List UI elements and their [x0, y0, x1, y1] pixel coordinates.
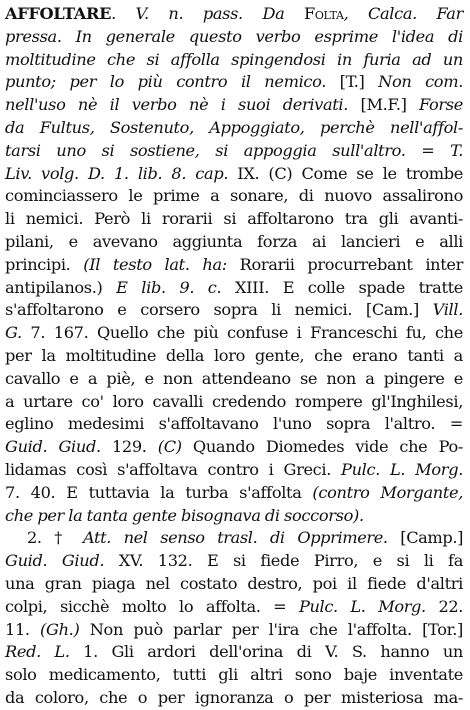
text-line [5, 299, 463, 322]
text-segment: da coloro, che o per ignoranza o per misteriosa ma- [5, 687, 463, 707]
text-line [5, 322, 463, 345]
italic-text-segment: Vill. [432, 300, 463, 320]
dictionary-entry-affoltare [5, 3, 463, 710]
text-segment: eglino medesimi s'affoltavano l'uno sopra l'altro. = [5, 414, 463, 434]
text-segment: colpi, sicchè molto lo affolta. = [5, 596, 300, 616]
italic-text-segment: (contro Morgante, [312, 482, 463, 502]
text-segment: lidamas così s'affoltava contro i Greci. [5, 459, 342, 479]
italic-text-segment: Guid. Giud. [5, 551, 105, 571]
text-line [5, 436, 463, 459]
italic-text-segment: Calca. Far [367, 4, 463, 23]
text-segment: IX. (C) Come se le trombe [228, 163, 463, 183]
italic-text-segment: nell'uso nè il verbo nè i suoi derivati. [5, 95, 349, 115]
text-segment: li nemici. Però li rorarii si affoltarono tra gli avanti- [5, 209, 463, 229]
text-segment: a urtare co' loro cavalli credendo rompere gl'Inghilesi, [5, 391, 463, 411]
text-line [5, 231, 463, 254]
italic-text-segment: Att. nel senso trasl. di Opprimere. [83, 528, 388, 548]
text-segment: 129. [100, 437, 158, 457]
text-line [5, 664, 463, 687]
text-segment: cominciassero le prime a sonare, di nuovo assalirono [5, 186, 463, 206]
text-segment: 7. 167. Quello che più confuse i Franceschi fu, che [21, 323, 463, 343]
italic-text-segment: (C) [157, 437, 182, 457]
headword: AFFOLTARE [5, 4, 112, 23]
text-line [5, 459, 463, 482]
text-line [5, 49, 463, 72]
text-segment: antipilanos.) [5, 277, 117, 297]
italic-text-segment: , [343, 4, 368, 23]
text-segment: pilani, e avevano aggiunta forza ai lancieri e alli [5, 231, 463, 251]
text-line [5, 26, 463, 49]
text-segment: s'affoltarono e corsero sopra li nemici. [Cam.] [5, 300, 433, 320]
italic-text-segment: G. [5, 323, 22, 343]
text-segment: Non può parlar per l'ira che l'affolta. [Tor.] [79, 619, 463, 639]
text-line [5, 368, 463, 391]
italic-text-segment: Red. L. [5, 642, 70, 662]
italic-text-segment: pressa. In generale questo verbo esprime l'idea di [5, 26, 463, 46]
text-line [5, 140, 463, 163]
text-line [5, 277, 463, 300]
italic-text-segment: V. n. pass. Da [135, 4, 304, 23]
dictionary-page [5, 3, 463, 707]
italic-text-segment: (Gh.) [40, 619, 80, 639]
text-line [5, 641, 463, 664]
text-segment: 11. [5, 619, 41, 639]
text-segment: 22. [425, 596, 463, 616]
text-line [5, 163, 463, 186]
text-line [5, 391, 463, 414]
text-segment: [T.] [326, 72, 379, 92]
italic-text-segment: Forse [419, 95, 463, 115]
italic-text-segment: Pulc. L. Morg. [299, 596, 426, 616]
text-line [5, 527, 463, 550]
text-line [5, 505, 463, 528]
text-line [5, 345, 463, 368]
text-line [5, 687, 463, 710]
italic-text-segment: moltitudine che si affolla spingendosi in furia ad un [5, 49, 463, 69]
italic-text-segment: che per la tanta gente bisognava di soccorso). [5, 505, 364, 525]
text-segment: Rorarii procurrebant inter [226, 254, 463, 274]
italic-text-segment: Non com. [378, 72, 463, 92]
italic-text-segment: E lib. 9. c. [116, 277, 222, 297]
text-line [5, 94, 463, 117]
text-line [5, 71, 463, 94]
text-segment: 1. Gli ardori dell'orina di V. S. hanno un [69, 642, 463, 662]
text-line [5, 208, 463, 231]
text-line [5, 619, 463, 642]
text-segment: Quando Diomedes vide che Po- [181, 437, 463, 457]
text-segment: XIII. E colle spade tratte [221, 277, 463, 297]
text-line [5, 413, 463, 436]
text-segment: una gran piaga nel costato destro, poi il fiede d'altri [5, 573, 463, 593]
text-segment: [M.F.] [348, 95, 420, 115]
italic-text-segment: punto; per lo più contro il nemico. [5, 72, 327, 92]
text-line [5, 117, 463, 140]
text-segment: cavallo e a piè, e non attendeano se non a pingere e [5, 368, 463, 388]
text-line [5, 3, 463, 26]
text-segment: 7. 40. E tuttavia la turba s'affolta [5, 482, 313, 502]
italic-text-segment: Liv. volg. D. 1. lib. 8. cap. [5, 163, 229, 183]
text-segment: . [111, 4, 136, 23]
small-caps-segment: Folta [303, 4, 344, 23]
italic-text-segment: da Fultus, Sostenuto, Appoggiato, perchè nell'affol- [5, 117, 463, 137]
italic-text-segment: Pulc. L. Morg. [341, 459, 463, 479]
text-segment: [Camp.] [387, 528, 463, 548]
text-line [5, 185, 463, 208]
italic-text-segment: tarsi uno si sostiene, si appoggia sull'altro. = T. [5, 140, 463, 160]
text-line [5, 573, 463, 596]
italic-text-segment: (Il testo lat. ha: [83, 254, 227, 274]
text-line [5, 550, 463, 573]
italic-text-segment: Guid. Giud. [5, 437, 101, 457]
text-segment: per la moltitudine della loro gente, che erano tanti a [5, 345, 463, 365]
text-segment: solo medicamento, tutti gli altri sono baje inventate [5, 665, 463, 685]
text-line [5, 482, 463, 505]
text-segment: principi. [5, 254, 84, 274]
text-segment: XV. 132. E si fiede Pirro, e si li fa [104, 551, 463, 571]
text-segment: 2. † [27, 528, 83, 548]
text-line [5, 254, 463, 277]
text-line [5, 596, 463, 619]
